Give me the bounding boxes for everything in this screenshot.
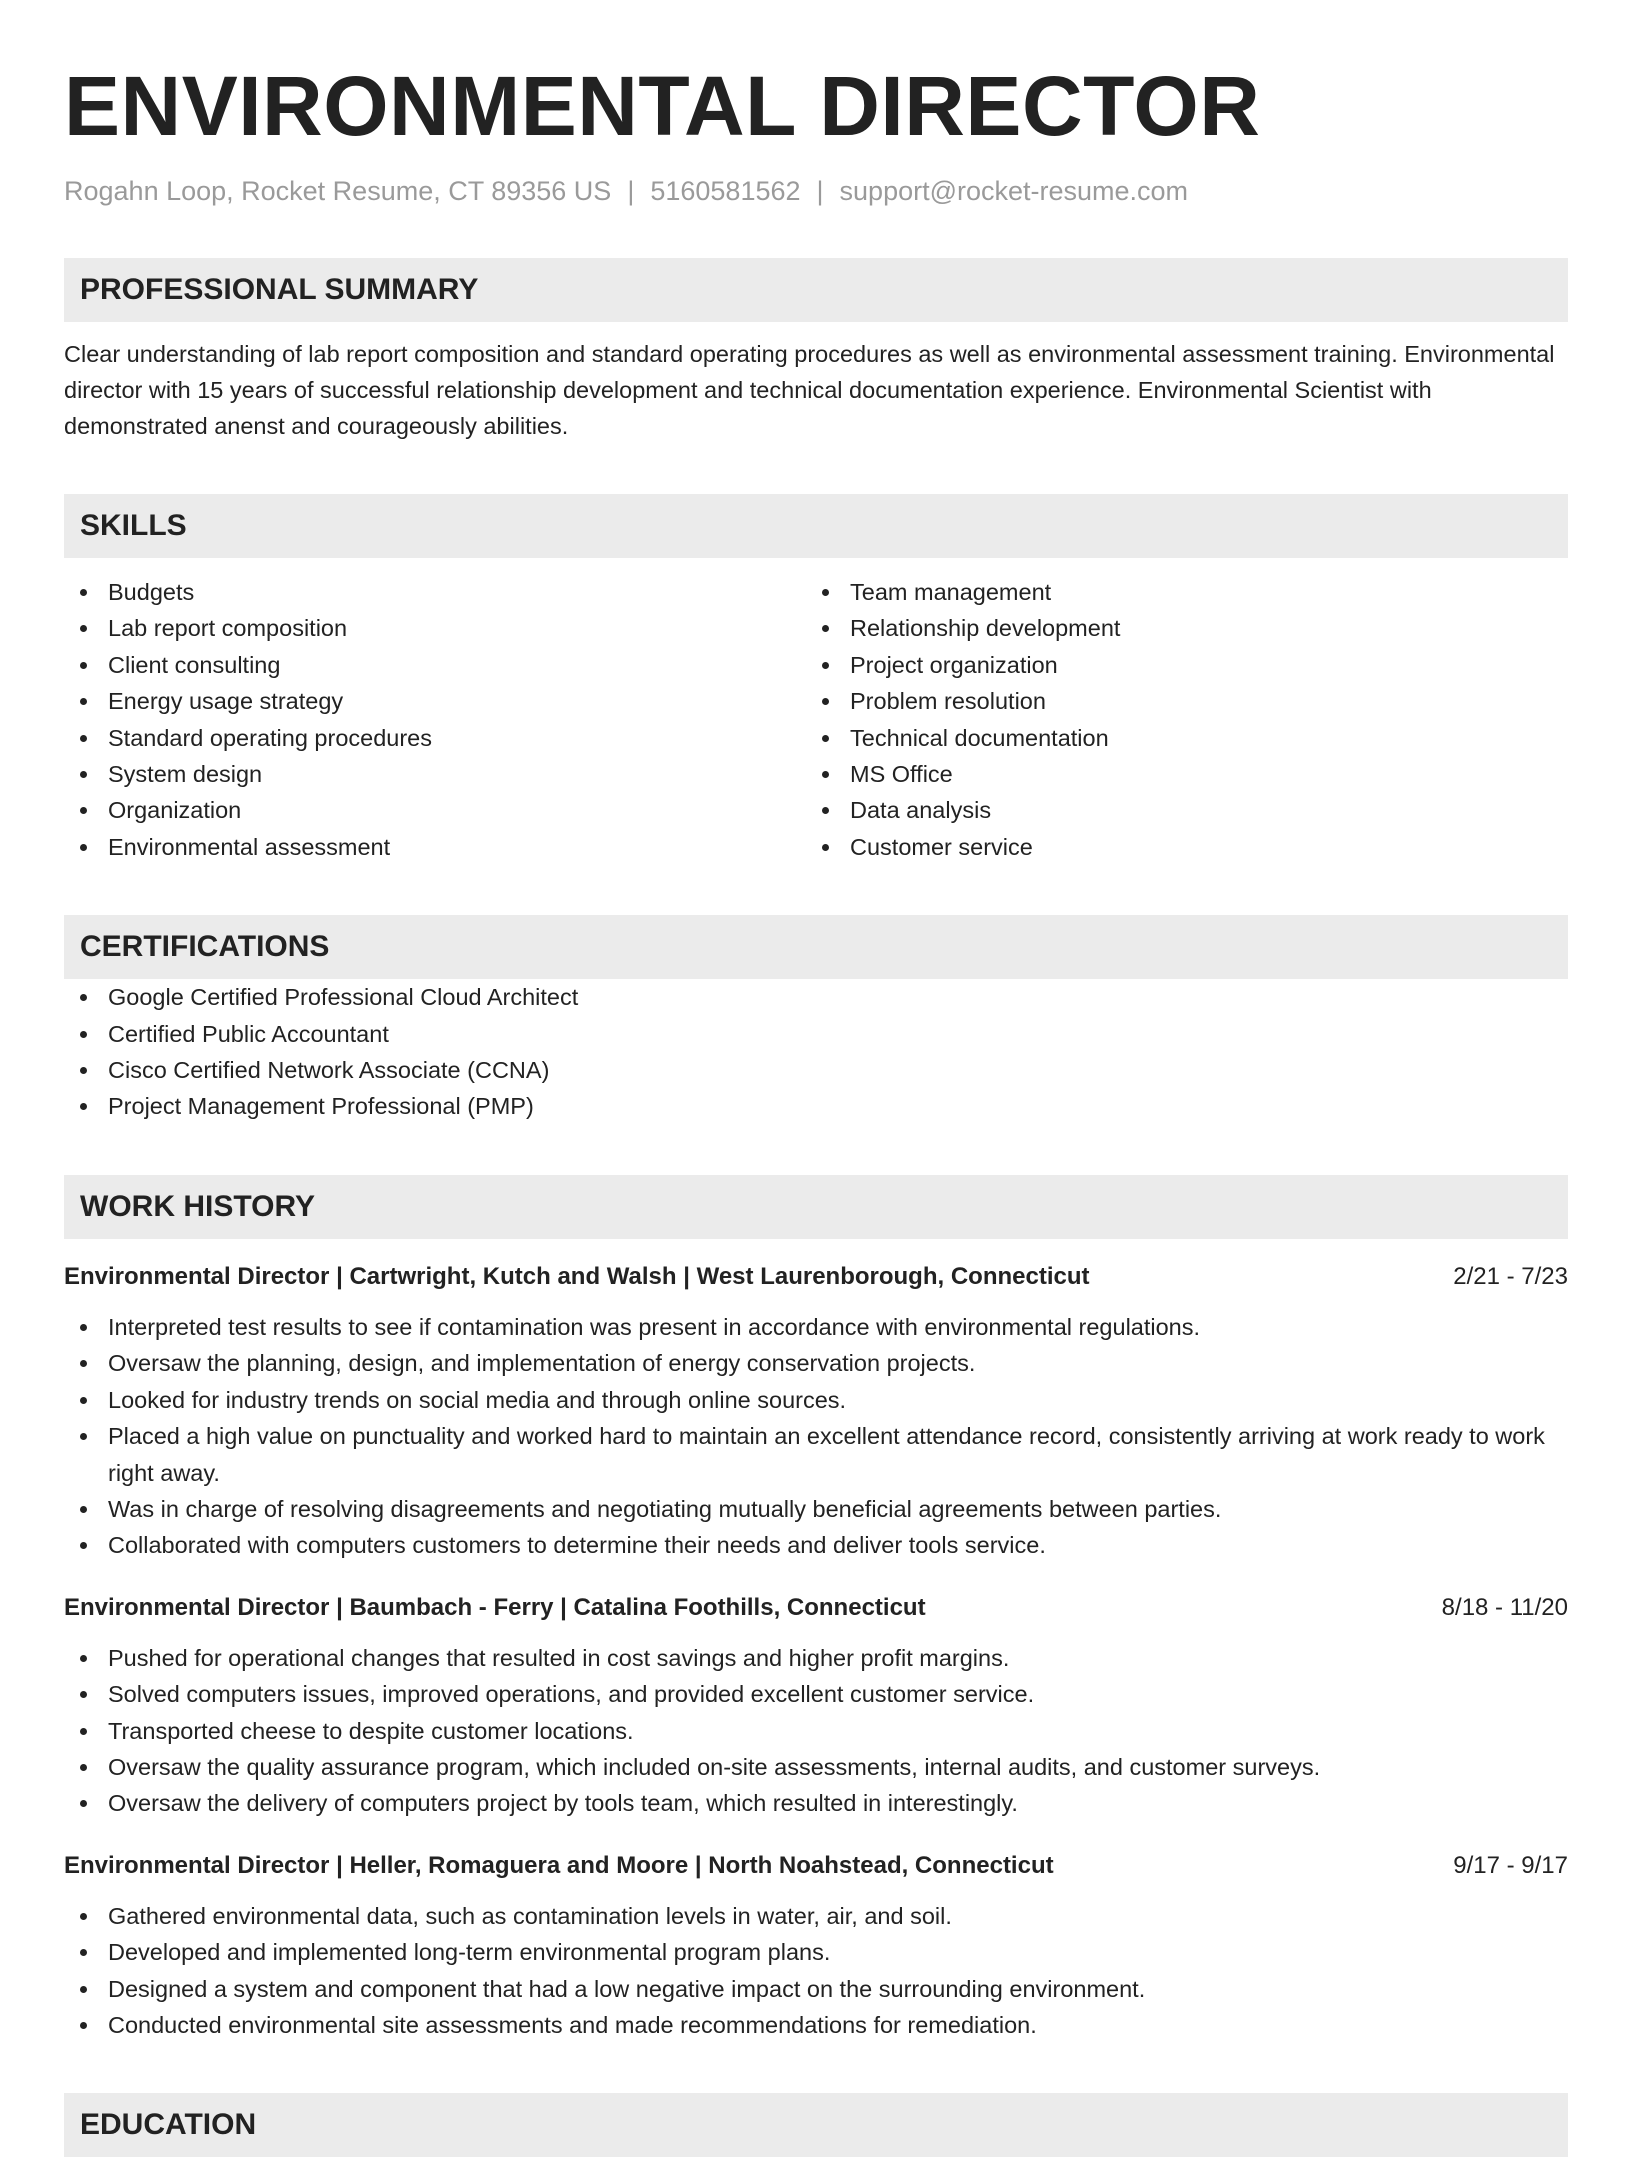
job-title: Environmental Director | Cartwright, Kutch and Walsh | West Laurenborough, Connecticut xyxy=(64,1262,1090,1290)
list-item: Client consulting xyxy=(64,647,806,683)
job-title: Environmental Director | Baumbach - Ferry | Catalina Foothills, Connecticut xyxy=(64,1593,926,1621)
job-header xyxy=(64,1848,1568,1884)
skills-column-right xyxy=(806,574,1548,865)
list-item: Google Certified Professional Cloud Architect xyxy=(64,979,1568,1015)
certifications-list xyxy=(64,979,1568,1125)
list-item: Interpreted test results to see if contamination was present in accordance with environmental regulations. xyxy=(64,1309,1568,1345)
list-item: Problem resolution xyxy=(806,683,1548,719)
job-bullets xyxy=(64,1898,1568,2044)
section-heading-work-history: WORK HISTORY xyxy=(64,1175,1568,1239)
list-item: Oversaw the planning, design, and implementation of energy conservation projects. xyxy=(64,1345,1568,1381)
list-item: Placed a high value on punctuality and worked hard to maintain an excellent attendance record, consistently arriving at work ready to work right away. xyxy=(64,1418,1568,1491)
job-title: Environmental Director | Heller, Romaguera and Moore | North Noahstead, Connecticut xyxy=(64,1851,1054,1879)
list-item: Budgets xyxy=(64,574,806,610)
contact-phone: 5160581562 xyxy=(650,176,801,206)
list-item: Lab report composition xyxy=(64,610,806,646)
list-item: Data analysis xyxy=(806,792,1548,828)
list-item: Designed a system and component that had a low negative impact on the surrounding environment. xyxy=(64,1971,1568,2007)
list-item: Energy usage strategy xyxy=(64,683,806,719)
list-item: Transported cheese to despite customer locations. xyxy=(64,1713,1568,1749)
job-header xyxy=(64,1590,1568,1626)
list-item: Developed and implemented long-term environmental program plans. xyxy=(64,1934,1568,1970)
list-item: Team management xyxy=(806,574,1548,610)
list-item: Project organization xyxy=(806,647,1548,683)
job-bullets xyxy=(64,1640,1568,1822)
list-item: Cisco Certified Network Associate (CCNA) xyxy=(64,1052,1568,1088)
section-heading-skills: SKILLS xyxy=(64,494,1568,558)
list-item: Organization xyxy=(64,792,806,828)
list-item: Was in charge of resolving disagreements and negotiating mutually beneficial agreements between parties. xyxy=(64,1491,1568,1527)
section-heading-summary: PROFESSIONAL SUMMARY xyxy=(64,258,1568,322)
list-item: Conducted environmental site assessments and made recommendations for remediation. xyxy=(64,2007,1568,2043)
list-item: System design xyxy=(64,756,806,792)
skills-list xyxy=(64,574,1568,865)
job-dates: 9/17 - 9/17 xyxy=(1453,1851,1568,1879)
contact-address: Rogahn Loop, Rocket Resume, CT 89356 US xyxy=(64,176,612,206)
list-item: Oversaw the quality assurance program, which included on-site assessments, internal audits, and customer surveys. xyxy=(64,1749,1568,1785)
list-item: Technical documentation xyxy=(806,720,1548,756)
list-item: Gathered environmental data, such as contamination levels in water, air, and soil. xyxy=(64,1898,1568,1934)
job-dates: 2/21 - 7/23 xyxy=(1453,1262,1568,1290)
contact-separator: | xyxy=(627,176,635,206)
list-item: Certified Public Accountant xyxy=(64,1016,1568,1052)
job-entry xyxy=(64,1848,1568,2044)
list-item: MS Office xyxy=(806,756,1548,792)
job-bullets xyxy=(64,1309,1568,1564)
list-item: Collaborated with computers customers to determine their needs and deliver tools service. xyxy=(64,1527,1568,1563)
job-entry xyxy=(64,1259,1568,1564)
list-item: Environmental assessment xyxy=(64,829,806,865)
list-item: Solved computers issues, improved operations, and provided excellent customer service. xyxy=(64,1676,1568,1712)
job-dates: 8/18 - 11/20 xyxy=(1441,1593,1568,1621)
list-item: Customer service xyxy=(806,829,1548,865)
list-item: Standard operating procedures xyxy=(64,720,806,756)
job-header xyxy=(64,1259,1568,1295)
list-item: Oversaw the delivery of computers project by tools team, which resulted in interestingly. xyxy=(64,1785,1568,1821)
list-item: Pushed for operational changes that resulted in cost savings and higher profit margins. xyxy=(64,1640,1568,1676)
list-item: Relationship development xyxy=(806,610,1548,646)
resume-title: ENVIRONMENTAL DIRECTOR xyxy=(64,59,1261,153)
summary-text: Clear understanding of lab report composition and standard operating procedures as well as environmental assessment training. Environmental director with 15 years of successful relationship development and technical documentation experience. Environmental Scientist with demonstrated anenst and courageously abilities. xyxy=(64,341,1555,439)
section-heading-certifications: CERTIFICATIONS xyxy=(64,915,1568,979)
list-item: Looked for industry trends on social media and through online sources. xyxy=(64,1382,1568,1418)
contact-separator: | xyxy=(816,176,824,206)
list-item: Project Management Professional (PMP) xyxy=(64,1088,1568,1124)
contact-email: support@rocket-resume.com xyxy=(839,176,1189,206)
skills-column-left xyxy=(64,574,806,865)
job-entry xyxy=(64,1590,1568,1822)
contact-line xyxy=(64,174,1568,208)
section-heading-education: EDUCATION xyxy=(64,2093,1568,2157)
work-history-list xyxy=(64,1259,1568,2044)
